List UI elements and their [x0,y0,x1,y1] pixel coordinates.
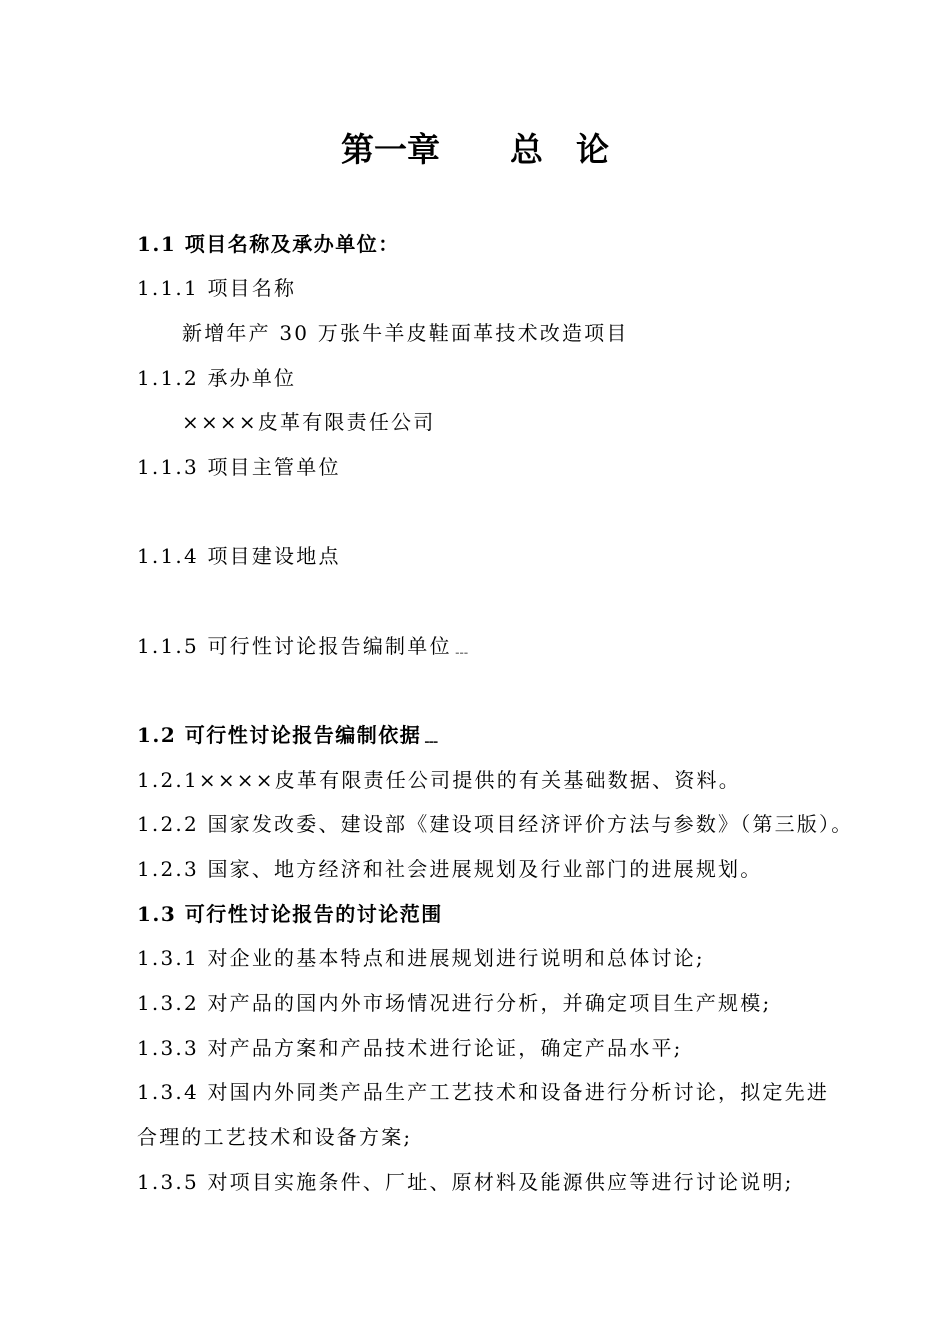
chapter-name: 总 论 [510,130,609,169]
organizer-value: ××××皮革有限责任公司 [182,410,436,434]
item-1-2-2: 1.2.2 国家发改委、建设部《建设项目经济评价方法与参数》（第三版）。 [137,812,854,836]
section-heading-1-1: 1.1 项目名称及承办单位： [137,232,400,256]
item-1-2-1: 1.2.1××××皮革有限责任公司提供的有关基础数据、资料。 [137,768,741,792]
item-1-1-1: 1.1.1 项目名称 [137,276,297,300]
item-1-1-4: 1.1.4 项目建设地点 [137,544,341,568]
item-1-3-5: 1.3.5 对项目实施条件、厂址、原材料及能源供应等进行讨论说明; [137,1170,794,1194]
section-heading-1-3: 1.3 可行性讨论报告的讨论范围 [137,902,443,926]
item-1-3-4-continued: 合理的工艺技术和设备方案; [137,1125,413,1149]
item-1-2-3: 1.2.3 国家、地方经济和社会进展规划及行业部门的进展规划。 [137,857,763,881]
item-1-3-2: 1.3.2 对产品的国内外市场情况进行分析，并确定项目生产规模; [137,991,772,1015]
chapter-label: 第一章 [341,130,440,169]
chapter-title [0,128,950,172]
project-name-value: 新增年产 30 万张牛羊皮鞋面革技术改造项目 [182,321,629,345]
item-1-1-5: 1.1.5 可行性讨论报告编制单位﹍ [137,634,474,658]
item-1-1-2: 1.1.2 承办单位 [137,366,297,390]
item-1-1-3: 1.1.3 项目主管单位 [137,455,341,479]
section-heading-1-2: 1.2 可行性讨论报告编制依据﹍ [137,723,443,747]
item-1-3-1: 1.3.1 对企业的基本特点和进展规划进行说明和总体讨论; [137,946,705,970]
item-1-3-3: 1.3.3 对产品方案和产品技术进行论证，确定产品水平; [137,1036,683,1060]
item-1-3-4: 1.3.4 对国内外同类产品生产工艺技术和设备进行分析讨论，拟定先进 [137,1080,830,1104]
